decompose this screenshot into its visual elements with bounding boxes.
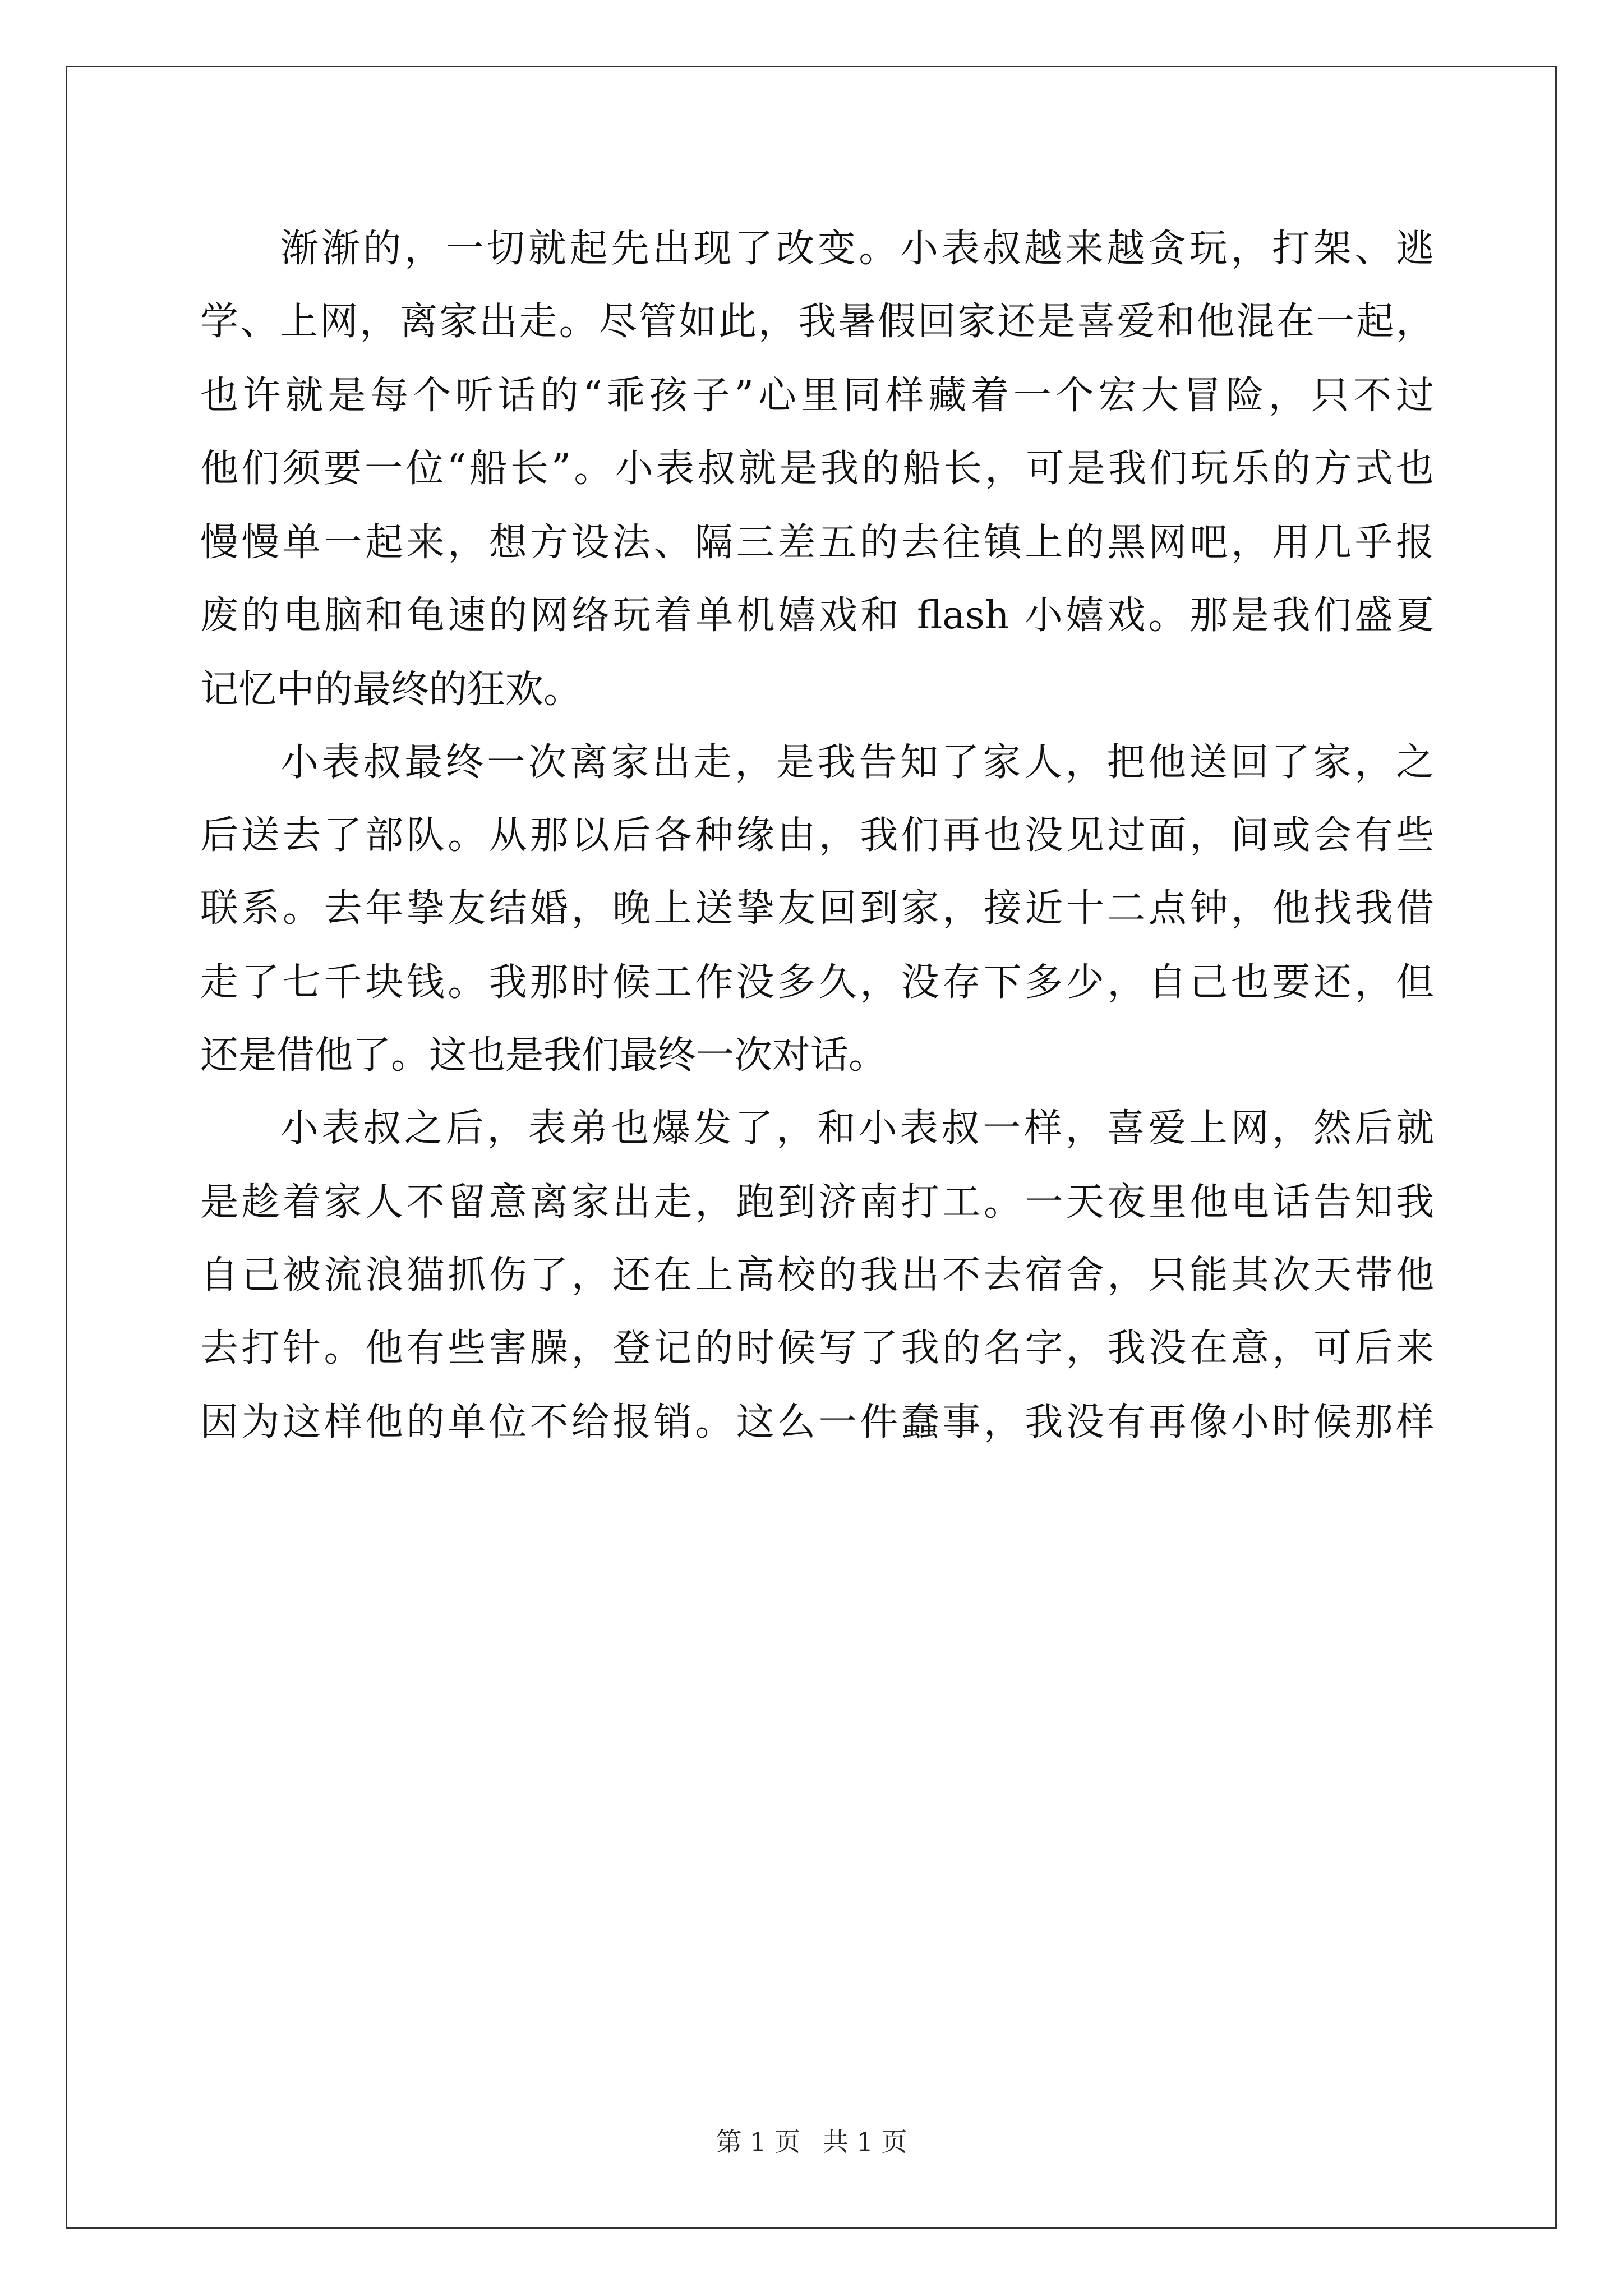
paragraph-2-line-3: 联系。去年挚友结婚，晚上送挚友回到家，接近十二点钟，他找我借 — [200, 886, 1434, 931]
paragraph-2-line-1: 小表叔最终一次离家出走，是我告知了家人，把他送回了家，之 — [280, 740, 1434, 785]
paragraph-1-line-1: 渐渐的，一切就起先出现了改变。小表叔越来越贪玩，打架、逃 — [280, 227, 1434, 271]
paragraph-2-line-2: 后送去了部队。从那以后各种缘由，我们再也没见过面，间或会有些 — [200, 813, 1434, 858]
paragraph-2-line-5: 还是借他了。这也是我们最终一次对话。 — [200, 1033, 887, 1078]
paragraph-1-line-2: 学、上网，离家出走。尽管如此，我暑假回家还是喜爱和他混在一起， — [200, 300, 1434, 344]
paragraph-3-line-4: 去打针。他有些害臊，登记的时候写了我的名字，我没在意，可后来 — [200, 1326, 1434, 1370]
paragraph-3-line-1: 小表叔之后，表弟也爆发了，和小表叔一样，喜爱上网，然后就 — [280, 1106, 1434, 1151]
paragraph-2-line-4: 走了七千块钱。我那时候工作没多久，没存下多少，自己也要还，但 — [200, 960, 1434, 1005]
page-total: 共 1 页 — [823, 2127, 907, 2157]
paragraph-3-line-2: 是趁着家人不留意离家出走，跑到济南打工。一天夜里他电话告知我 — [200, 1180, 1434, 1225]
paragraph-1-line-7: 记忆中的最终的狂欢。 — [200, 668, 582, 712]
paragraph-3-line-5: 因为这样他的单位不给报销。这么一件蠢事，我没有再像小时候那样 — [200, 1400, 1434, 1444]
paragraph-1-line-6: 废的电脑和龟速的网络玩着单机嬉戏和 flash 小嬉戏。那是我们盛夏 — [200, 593, 1434, 638]
paragraph-1-line-3: 也许就是每个听话的“乖孩子”心里同样藏着一个宏大冒险，只不过 — [200, 374, 1434, 418]
paragraph-1-line-4: 他们须要一位“船长”。小表叔就是我的船长，可是我们玩乐的方式也 — [200, 447, 1434, 491]
paragraph-1-line-5: 慢慢单一起来，想方设法、隔三差五的去往镇上的黑网吧，用几乎报 — [200, 521, 1434, 565]
paragraph-3-line-3: 自己被流浪猫抓伤了，还在上高校的我出不去宿舍，只能其次天带他 — [200, 1253, 1434, 1297]
page-footer — [0, 2126, 1623, 2157]
page-number: 第 1 页 — [716, 2127, 800, 2157]
